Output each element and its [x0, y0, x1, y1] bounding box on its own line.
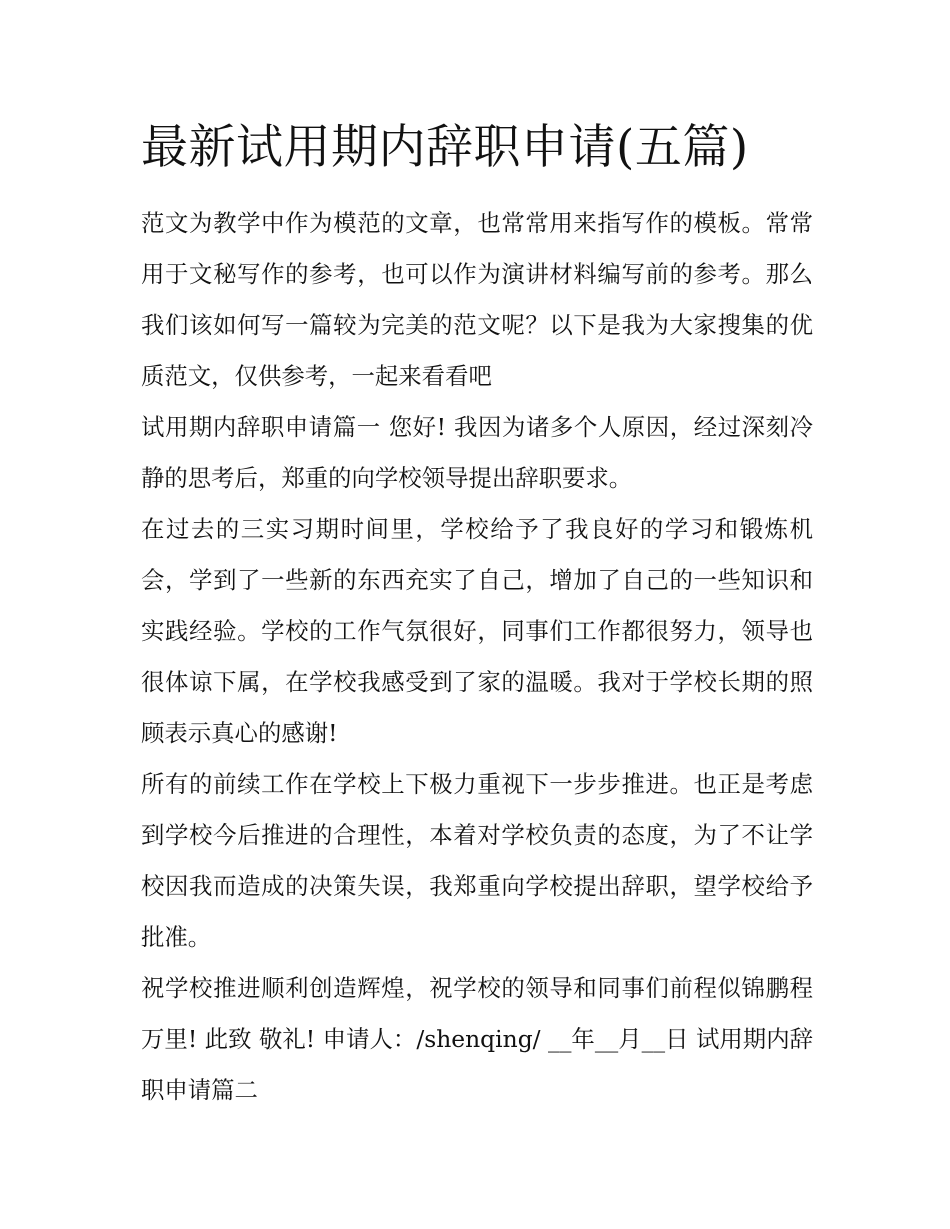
paragraph-closing: 祝学校推进顺利创造辉煌，祝学校的领导和同事们前程似锦鹏程万里! 此致 敬礼! 申请人：/shenqing/ __年__月__日 试用期内辞职申请篇二: [141, 974, 813, 1104]
paragraph-intro: 范文为教学中作为模范的文章，也常常用来指写作的模板。常常用于文秘写作的参考，也可以作为演讲材料编写前的参考。那么我们该如何写一篇较为完美的范文呢？以下是我为大家搜集的优质范文，仅供参考，一起来看看吧: [141, 209, 813, 390]
paragraph-letter-opening: 试用期内辞职申请篇一 您好! 我因为诸多个人原因，经过深刻冷静的思考后，郑重的向学校领导提出辞职要求。: [141, 413, 813, 492]
paragraph-gratitude: 在过去的三实习期时间里，学校给予了我良好的学习和锻炼机会，学到了一些新的东西充实了自己，增加了自己的一些知识和实践经验。学校的工作气氛很好，同事们工作都很努力，领导也很体谅下属，在学校我感受到了家的温暖。我对于学校长期的照顾表示真心的感谢!: [141, 515, 813, 747]
document-title: 最新试用期内辞职申请(五篇): [141, 120, 749, 175]
paragraph-reason: 所有的前续工作在学校上下极力重视下一步步推进。也正是考虑到学校今后推进的合理性，本着对学校负责的态度，为了不让学校因我而造成的决策失误，我郑重向学校提出辞职，望学校给予批准。: [141, 770, 813, 951]
document-page: [141, 112, 813, 1116]
